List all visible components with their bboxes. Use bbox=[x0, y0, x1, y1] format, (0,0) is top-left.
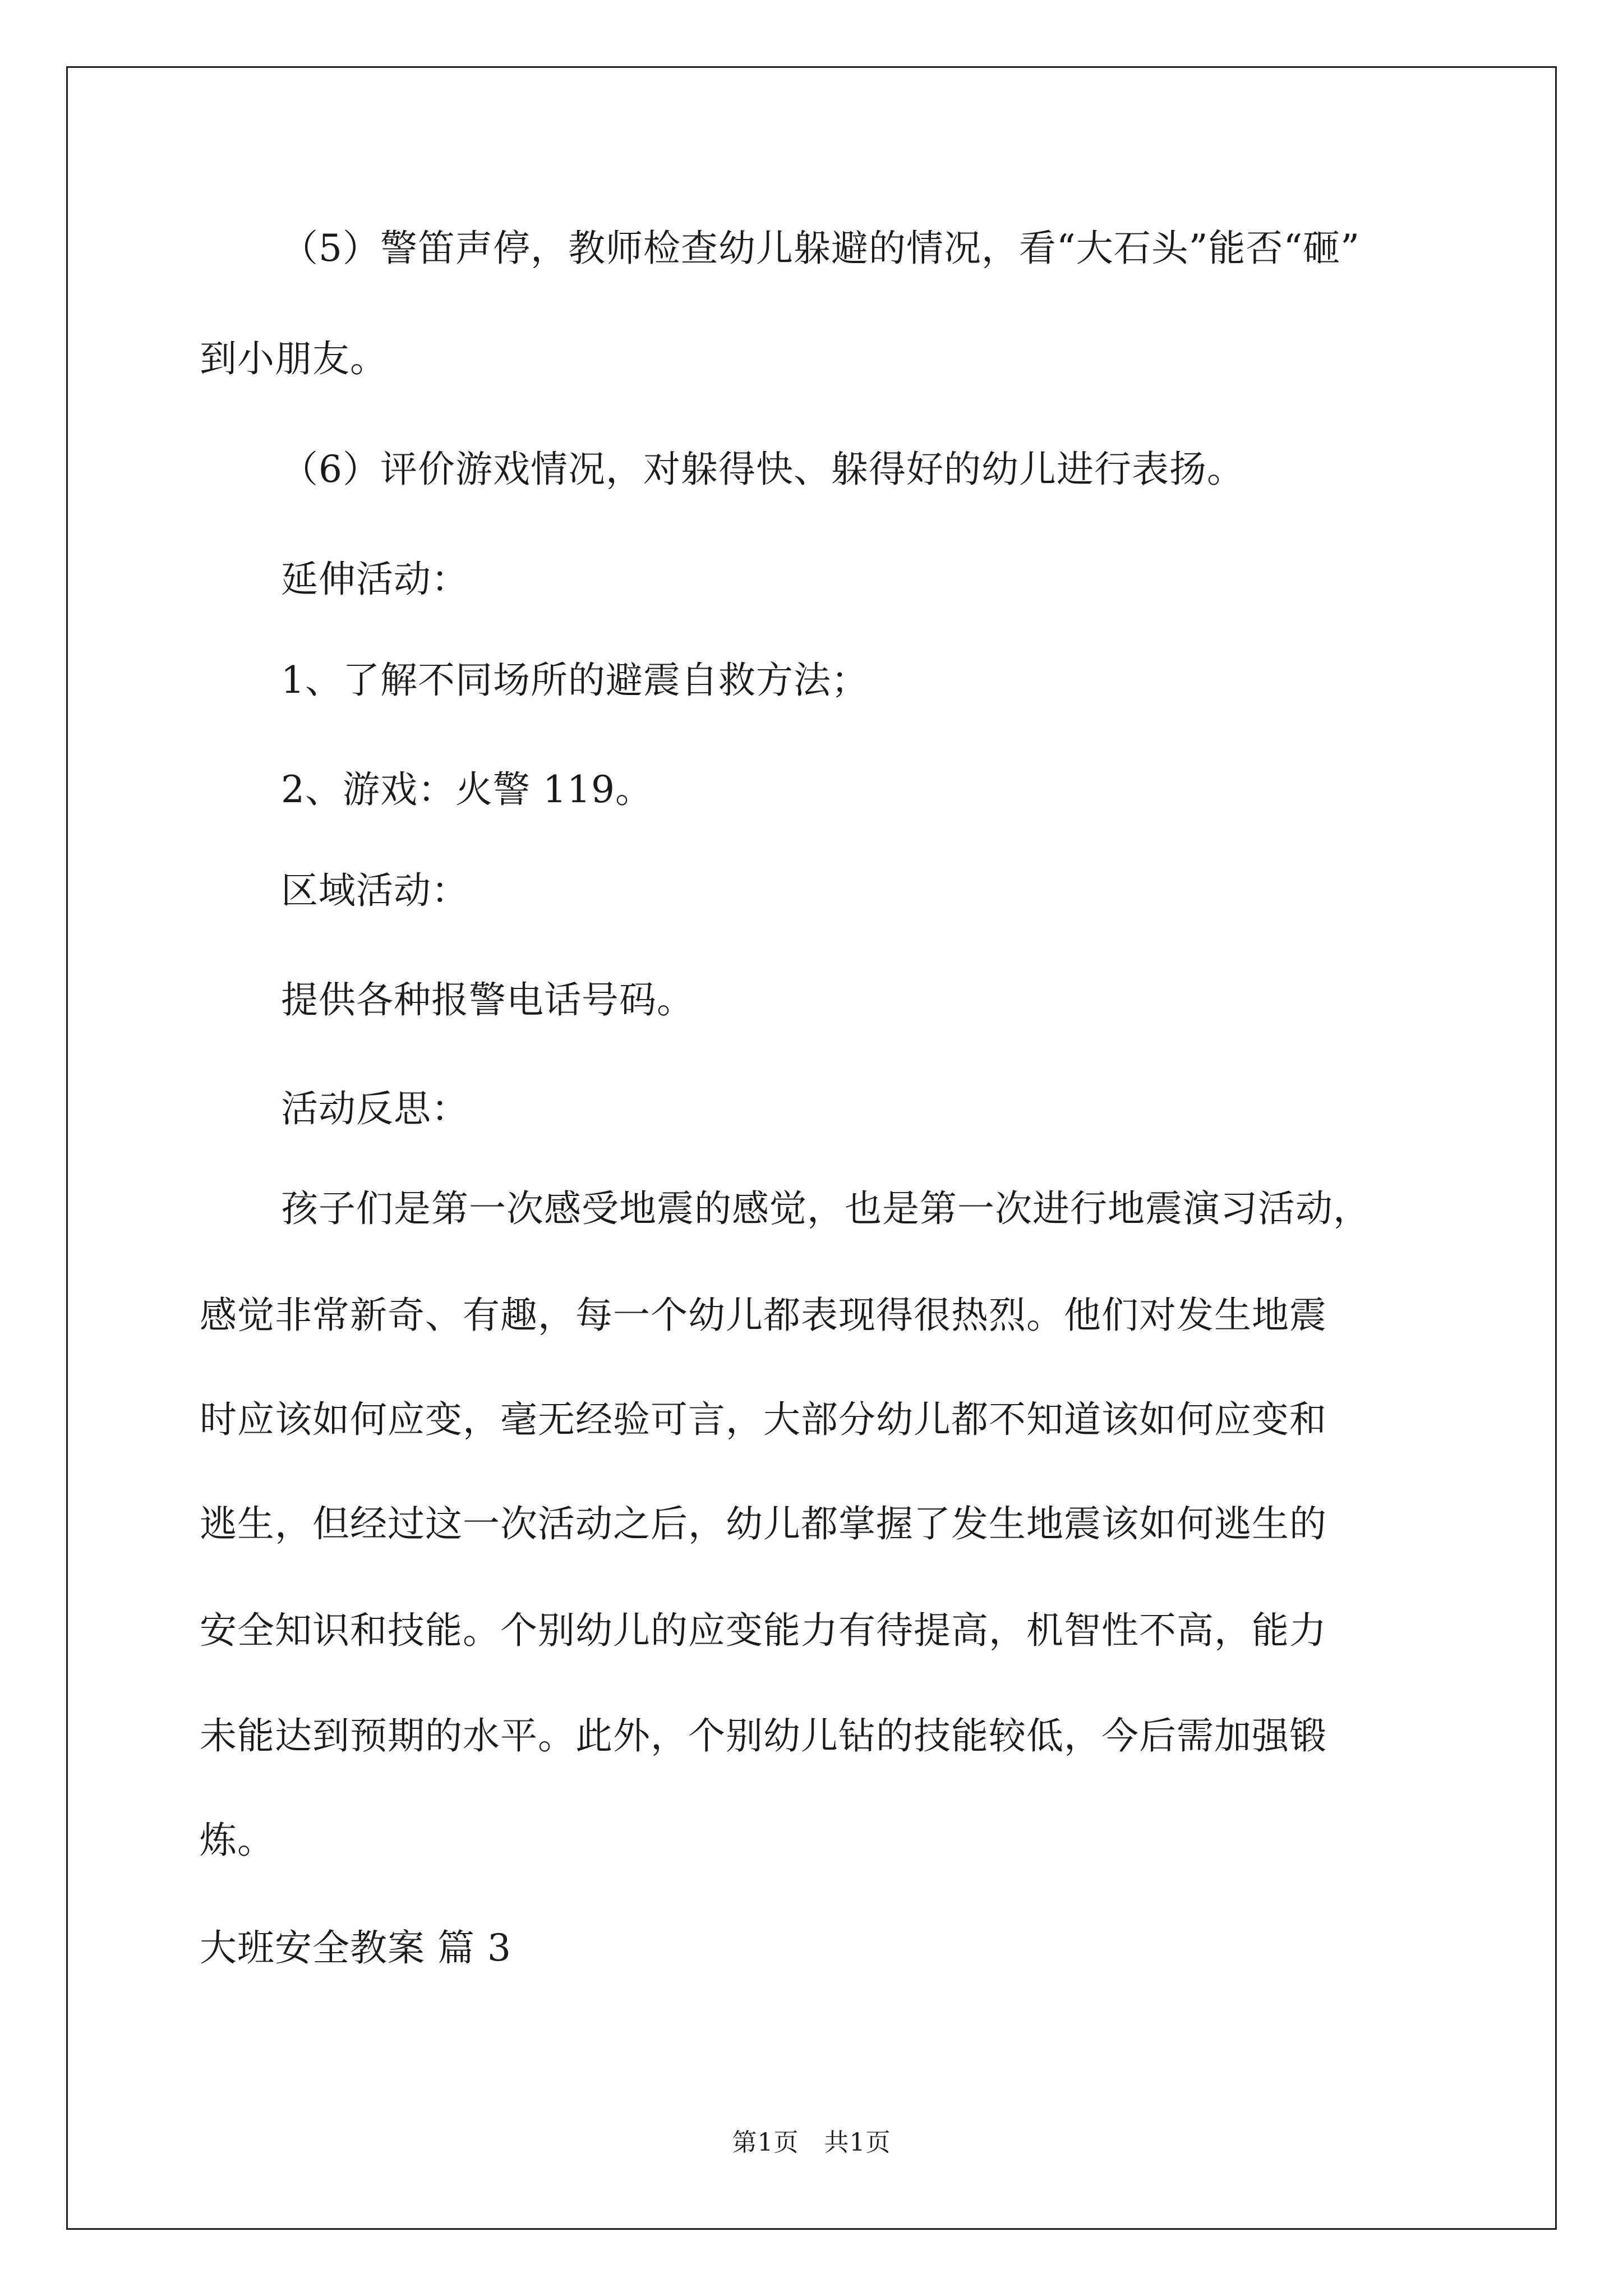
paragraph-line-1: （5）警笛声停，教师检查幼儿躲避的情况，看“大石头”能否“砸” bbox=[281, 227, 1360, 270]
section-heading-area: 区域活动： bbox=[281, 869, 469, 912]
section-heading-extension: 延伸活动： bbox=[281, 558, 469, 601]
paragraph-line-12: 时应该如何应变，毫无经验可言，大部分幼儿都不知道该如何应变和 bbox=[200, 1398, 1327, 1441]
list-item-1: 1、了解不同场所的避震自救方法； bbox=[281, 659, 869, 702]
paragraph-line-14: 安全知识和技能。个别幼儿的应变能力有待提高，机智性不高，能力 bbox=[200, 1609, 1327, 1652]
paragraph-line-8: 提供各种报警电话号码。 bbox=[281, 978, 694, 1022]
page-border bbox=[66, 66, 1557, 2230]
paragraph-line-3: （6）评价游戏情况，对躲得快、躲得好的幼儿进行表扬。 bbox=[281, 448, 1244, 491]
paragraph-line-15: 未能达到预期的水平。此外，个别幼儿钻的技能较低，今后需加强锻 bbox=[200, 1714, 1327, 1757]
paragraph-line-10: 孩子们是第一次感受地震的感觉，也是第一次进行地震演习活动， bbox=[281, 1187, 1371, 1230]
paragraph-line-16: 炼。 bbox=[200, 1819, 275, 1862]
paragraph-line-2: 到小朋友。 bbox=[200, 337, 388, 380]
paragraph-line-13: 逃生，但经过这一次活动之后，幼儿都掌握了发生地震该如何逃生的 bbox=[200, 1502, 1327, 1545]
section-heading-reflection: 活动反思： bbox=[281, 1087, 469, 1130]
paragraph-line-11: 感觉非常新奇、有趣，每一个幼儿都表现得很热烈。他们对发生地震 bbox=[200, 1294, 1327, 1337]
page-footer: 第1页 共1页 bbox=[732, 2128, 891, 2157]
section-title-part-3: 大班安全教案 篇 3 bbox=[200, 1926, 511, 1970]
list-item-2: 2、游戏：火警 119。 bbox=[281, 768, 653, 811]
